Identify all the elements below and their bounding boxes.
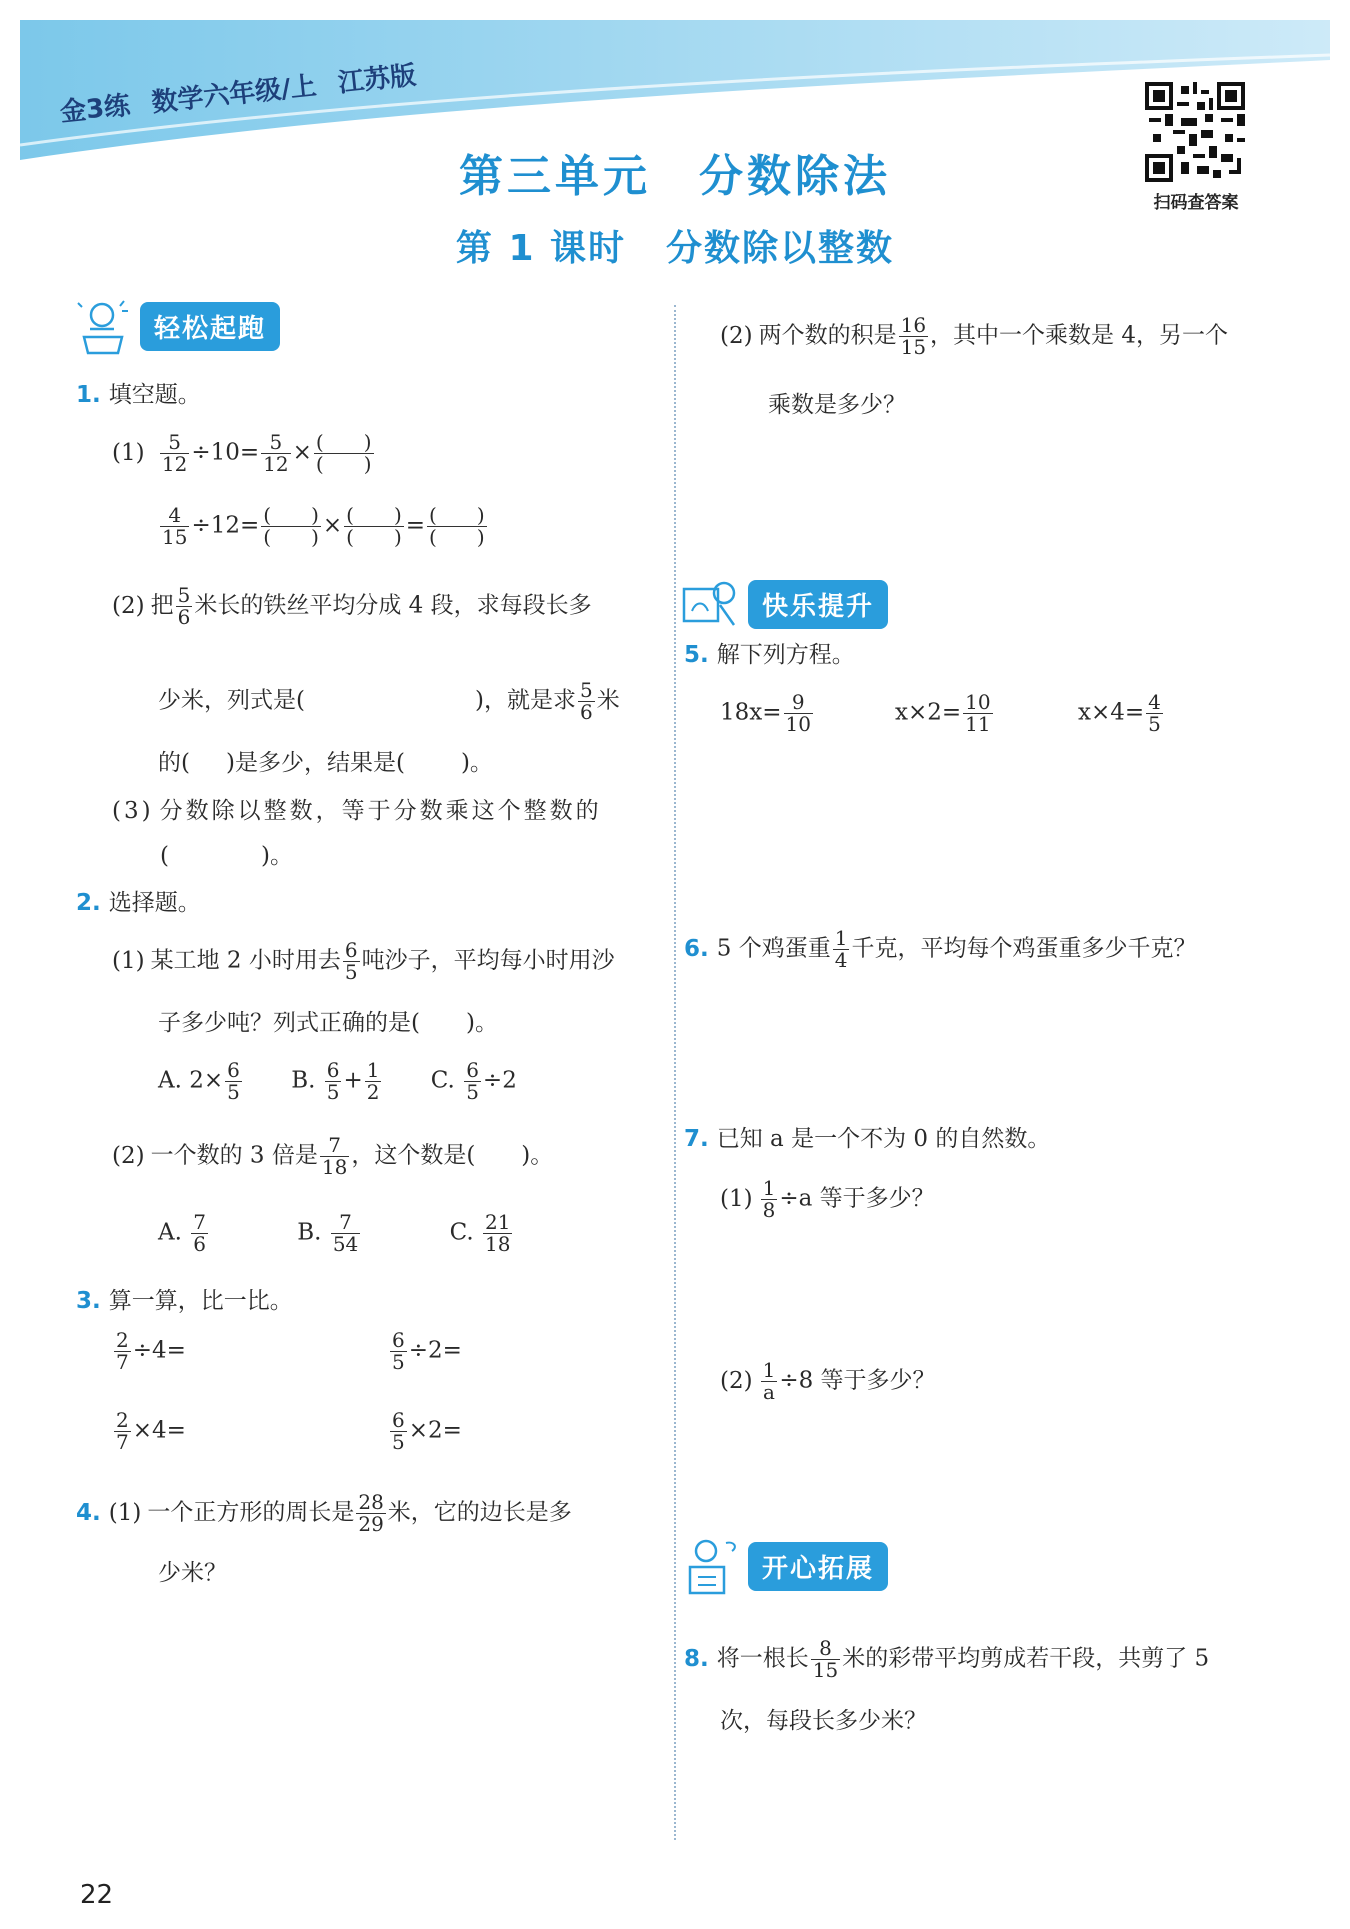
q2-options-2 xyxy=(158,1212,554,1255)
fraction xyxy=(114,1330,131,1373)
numerator: 8 xyxy=(819,1636,832,1660)
lesson-topic: 分数除以整数 xyxy=(666,228,895,269)
fraction xyxy=(191,1212,208,1255)
text-segment: 一个数的 3 倍是 xyxy=(150,1142,318,1169)
text-segment: ，这个数是( )。 xyxy=(351,1142,554,1169)
denominator: 15 xyxy=(162,525,188,549)
q3-item-2 xyxy=(388,1330,462,1373)
question-5-heading xyxy=(684,642,855,670)
numerator: 7 xyxy=(328,1133,341,1157)
denominator: 12 xyxy=(263,452,289,476)
text-segment: (1) xyxy=(108,1499,142,1526)
denominator: 8 xyxy=(762,1198,776,1222)
text-segment: 米 xyxy=(596,687,620,714)
text-segment: A. xyxy=(158,1067,182,1094)
denominator: 7 xyxy=(116,1350,129,1374)
section-badge-warmup xyxy=(72,300,280,352)
option-a[interactable] xyxy=(158,1060,244,1103)
child-box-icon xyxy=(680,1537,742,1595)
q4-part2-line2: 乘数是多少？ xyxy=(768,392,906,418)
q8-line1 xyxy=(684,1638,1209,1681)
numerator: ( ) xyxy=(346,503,402,527)
question-3-heading xyxy=(76,1288,293,1316)
text-segment: (2) xyxy=(112,592,145,619)
section-title-warmup: 轻松起跑 xyxy=(140,302,280,351)
text-segment: 米，它的边长是多 xyxy=(387,1499,572,1526)
q4-part1-line2: 少米？ xyxy=(158,1560,227,1586)
text-segment: 2× xyxy=(189,1067,224,1094)
denominator: 54 xyxy=(332,1232,359,1256)
text-segment: 把 xyxy=(150,592,174,619)
denominator: 5 xyxy=(326,1080,340,1104)
q1-part2-line1 xyxy=(112,585,592,628)
fraction xyxy=(331,1212,360,1255)
fraction xyxy=(320,1135,349,1178)
fraction xyxy=(963,692,992,735)
denominator: 18 xyxy=(484,1232,511,1256)
text-segment: ÷10= xyxy=(191,439,260,466)
denominator: ( ) xyxy=(263,525,319,549)
numerator: 2 xyxy=(116,1328,129,1352)
numerator: ( ) xyxy=(263,503,319,527)
q2-part1-line1 xyxy=(112,940,615,983)
edition: 江苏版 xyxy=(336,60,418,99)
q5-eq-2 xyxy=(895,692,995,735)
denominator: 11 xyxy=(965,712,991,736)
denominator: 15 xyxy=(812,1658,839,1682)
q1-part3-line1 xyxy=(112,798,602,826)
column-divider xyxy=(674,305,676,1840)
text-segment: (1) xyxy=(720,1185,753,1212)
fraction xyxy=(761,1360,778,1403)
fraction xyxy=(1146,692,1163,735)
text-segment: 吨沙子，平均每小时用沙 xyxy=(361,947,615,974)
answer-blank-fraction[interactable] xyxy=(261,505,321,548)
child-painting-icon xyxy=(680,575,742,633)
fraction xyxy=(160,432,189,475)
answer-blank-fraction[interactable] xyxy=(427,505,487,548)
question-title: 填空题。 xyxy=(108,382,201,408)
option-b[interactable] xyxy=(297,1212,362,1255)
fraction xyxy=(325,1060,342,1103)
fraction xyxy=(261,432,290,475)
q5-eq-1 xyxy=(720,692,815,735)
text-segment: 3. xyxy=(76,1288,101,1314)
option-a[interactable] xyxy=(158,1212,210,1255)
fraction xyxy=(160,505,189,548)
option-c[interactable] xyxy=(431,1060,517,1103)
option-c[interactable] xyxy=(450,1212,515,1255)
page-number: 22 xyxy=(80,1880,114,1910)
fraction xyxy=(761,1178,778,1221)
denominator: ( ) xyxy=(429,525,485,549)
numerator: ( ) xyxy=(315,430,372,454)
numerator: 1 xyxy=(762,1358,776,1382)
text-segment: 一个正方形的周长是 xyxy=(147,1499,355,1526)
text-segment: 千克，平均每个鸡蛋重多少千克？ xyxy=(851,935,1197,962)
text-segment: 米的彩带平均剪成若干段，共剪了 5 xyxy=(842,1645,1210,1672)
numerator: 1 xyxy=(834,926,848,950)
fraction xyxy=(390,1330,407,1373)
denominator: 5 xyxy=(392,1430,405,1454)
section-title-improve: 快乐提升 xyxy=(748,580,888,629)
fraction xyxy=(176,585,193,628)
q1-part2-line2 xyxy=(158,680,620,723)
subject-grade: 数学六年级/上 xyxy=(150,71,319,119)
text-segment: (3) xyxy=(112,798,154,824)
text-segment: ÷12= xyxy=(191,512,260,539)
text-segment: 选择题。 xyxy=(108,890,201,916)
denominator: 5 xyxy=(344,960,358,984)
text-segment: x×2= xyxy=(895,699,962,726)
text-segment: × xyxy=(292,439,312,466)
text-segment: ÷8 等于多少？ xyxy=(779,1367,936,1394)
text-segment: 将一根长 xyxy=(716,1645,809,1672)
workbook-page xyxy=(20,20,1330,1920)
sub-label: (1) xyxy=(112,439,145,466)
text-segment: )，就是求 xyxy=(474,687,576,714)
q8-line2: 次，每段长多少米？ xyxy=(720,1708,927,1734)
numerator: 5 xyxy=(168,430,181,454)
denominator: 10 xyxy=(785,712,811,736)
lesson-number: 第 1 课时 xyxy=(455,228,627,269)
denominator: ( ) xyxy=(346,525,402,549)
text-segment: 米长的铁丝平均分成 4 段，求每段长多 xyxy=(194,592,592,619)
numerator: 5 xyxy=(579,678,593,702)
text-segment: 8. xyxy=(684,1645,709,1672)
fraction xyxy=(356,1492,385,1535)
text-segment: ÷4= xyxy=(132,1337,186,1364)
text-segment: (2) xyxy=(720,322,753,349)
numerator: 6 xyxy=(227,1058,240,1082)
denominator: 7 xyxy=(116,1430,129,1454)
text-segment: B. xyxy=(297,1219,322,1246)
denominator: 6 xyxy=(193,1232,206,1256)
q2-options-1 xyxy=(158,1060,557,1103)
text-segment: 6. xyxy=(684,935,709,962)
q4-part2-line1 xyxy=(720,315,1228,358)
question-6 xyxy=(684,928,1196,971)
text-segment: 的( xyxy=(158,750,190,776)
denominator: 5 xyxy=(227,1080,240,1104)
text-segment: 少米，列式是( xyxy=(158,687,305,714)
numerator: 1 xyxy=(366,1058,380,1082)
denominator: 4 xyxy=(834,948,848,972)
numerator: 7 xyxy=(193,1210,206,1234)
denominator: a xyxy=(762,1380,775,1404)
text-segment: 2. xyxy=(76,890,101,916)
series-name: 金3练 xyxy=(58,90,132,128)
fraction xyxy=(390,1410,407,1453)
fraction xyxy=(365,1060,382,1103)
denominator: 5 xyxy=(392,1350,405,1374)
text-segment: 4. xyxy=(76,1499,101,1526)
fraction xyxy=(811,1638,840,1681)
text-segment: 某工地 2 小时用去 xyxy=(150,947,341,974)
q3-item-4 xyxy=(388,1410,462,1453)
text-segment: C. xyxy=(449,1219,474,1246)
question-number: 1. xyxy=(76,382,101,408)
text-segment: x×4= xyxy=(1078,699,1145,726)
q1-part3-line2[interactable]: ( )。 xyxy=(160,843,293,869)
numerator: 10 xyxy=(965,690,991,714)
q2-part1-line2: 子多少吨？列式正确的是( )。 xyxy=(158,1010,498,1036)
denominator: 18 xyxy=(321,1155,348,1179)
text-segment: B. xyxy=(291,1067,316,1094)
question-1-heading xyxy=(76,382,201,410)
text-segment: = xyxy=(405,512,426,539)
text-segment: 5 个鸡蛋重 xyxy=(716,935,831,962)
q5-eq-3 xyxy=(1078,692,1165,735)
text-segment: ×4= xyxy=(132,1417,186,1444)
text-segment: (2) xyxy=(720,1367,753,1394)
fraction xyxy=(464,1060,481,1103)
fraction xyxy=(899,315,928,358)
text-segment: 7. xyxy=(684,1126,709,1152)
q1-part1-line2 xyxy=(158,505,489,548)
text-segment: + xyxy=(343,1067,363,1094)
numerator: 6 xyxy=(466,1058,479,1082)
q3-item-3 xyxy=(112,1410,186,1453)
text-segment: 两个数的积是 xyxy=(758,322,897,349)
text-segment: 分数除以整数，等于分数乘这个整数的 xyxy=(159,798,602,824)
numerator: 6 xyxy=(392,1328,405,1352)
numerator: 5 xyxy=(269,430,283,454)
text-segment: ，其中一个乘数是 4，另一个 xyxy=(930,322,1228,349)
text-segment: 解下列方程。 xyxy=(716,642,855,668)
text-segment: 5. xyxy=(684,642,709,668)
text-segment: (2) xyxy=(112,1142,145,1169)
text-segment: 算一算，比一比。 xyxy=(108,1288,293,1314)
denominator: 15 xyxy=(900,335,927,359)
fraction xyxy=(114,1410,131,1453)
numerator: ( ) xyxy=(429,503,485,527)
lesson-title xyxy=(20,220,1330,271)
numerator: 6 xyxy=(326,1058,340,1082)
numerator: 28 xyxy=(358,1490,384,1514)
denominator: 12 xyxy=(161,452,188,476)
fraction xyxy=(833,928,850,971)
numerator: 4 xyxy=(1148,690,1161,714)
section-badge-improve xyxy=(680,578,888,630)
numerator: 9 xyxy=(791,690,805,714)
text-segment: C. xyxy=(430,1067,455,1094)
q7-part2 xyxy=(720,1360,936,1403)
text-segment: ÷a 等于多少？ xyxy=(779,1185,935,1212)
numerator: 6 xyxy=(392,1408,405,1432)
text-segment: ÷2= xyxy=(408,1337,462,1364)
text-segment: )是多少，结果是( xyxy=(225,750,405,776)
denominator: 2 xyxy=(366,1080,380,1104)
text-segment: )。 xyxy=(460,750,493,776)
text-segment: A. xyxy=(158,1219,182,1246)
text-segment: ÷2 xyxy=(482,1067,517,1094)
section-title-extend: 开心拓展 xyxy=(748,1542,888,1591)
answer-blank-fraction[interactable] xyxy=(314,432,374,475)
numerator: 6 xyxy=(344,938,358,962)
numerator: 7 xyxy=(339,1210,352,1234)
question-7-heading xyxy=(684,1126,1050,1154)
numerator: 21 xyxy=(484,1210,511,1234)
fraction xyxy=(784,692,813,735)
fraction xyxy=(225,1060,242,1103)
denominator: 29 xyxy=(358,1512,384,1536)
q7-part1 xyxy=(720,1178,935,1221)
qr-label: 扫码查答案 xyxy=(1153,193,1239,213)
text-segment: (1) xyxy=(112,947,145,974)
q1-part2-line3 xyxy=(158,750,493,778)
denominator: ( ) xyxy=(315,452,372,476)
question-2-heading xyxy=(76,890,201,918)
text-segment: 已知 a 是一个不为 0 的自然数。 xyxy=(716,1126,1051,1152)
text-segment: ×2= xyxy=(408,1417,462,1444)
option-b[interactable] xyxy=(291,1060,383,1103)
unit-title: 第三单元 分数除法 xyxy=(459,151,891,202)
numerator: 4 xyxy=(168,503,182,527)
denominator: 6 xyxy=(579,700,593,724)
section-badge-extend xyxy=(680,1540,888,1592)
denominator: 5 xyxy=(466,1080,479,1104)
numerator: 16 xyxy=(900,313,927,337)
denominator: 5 xyxy=(1148,712,1161,736)
text-segment: 18x= xyxy=(720,699,782,726)
numerator: 2 xyxy=(116,1408,129,1432)
q2-part2 xyxy=(112,1135,553,1178)
q4-part1-line1 xyxy=(76,1492,572,1535)
q3-item-1 xyxy=(112,1330,186,1373)
q1-part1-line1 xyxy=(112,432,376,475)
numerator: 5 xyxy=(177,583,191,607)
numerator: 1 xyxy=(762,1176,776,1200)
child-reading-icon xyxy=(72,297,134,355)
text-segment: × xyxy=(322,512,343,539)
answer-blank-fraction[interactable] xyxy=(344,505,404,548)
fraction xyxy=(578,680,595,723)
denominator: 6 xyxy=(177,605,191,629)
fraction xyxy=(343,940,360,983)
fraction xyxy=(483,1212,512,1255)
